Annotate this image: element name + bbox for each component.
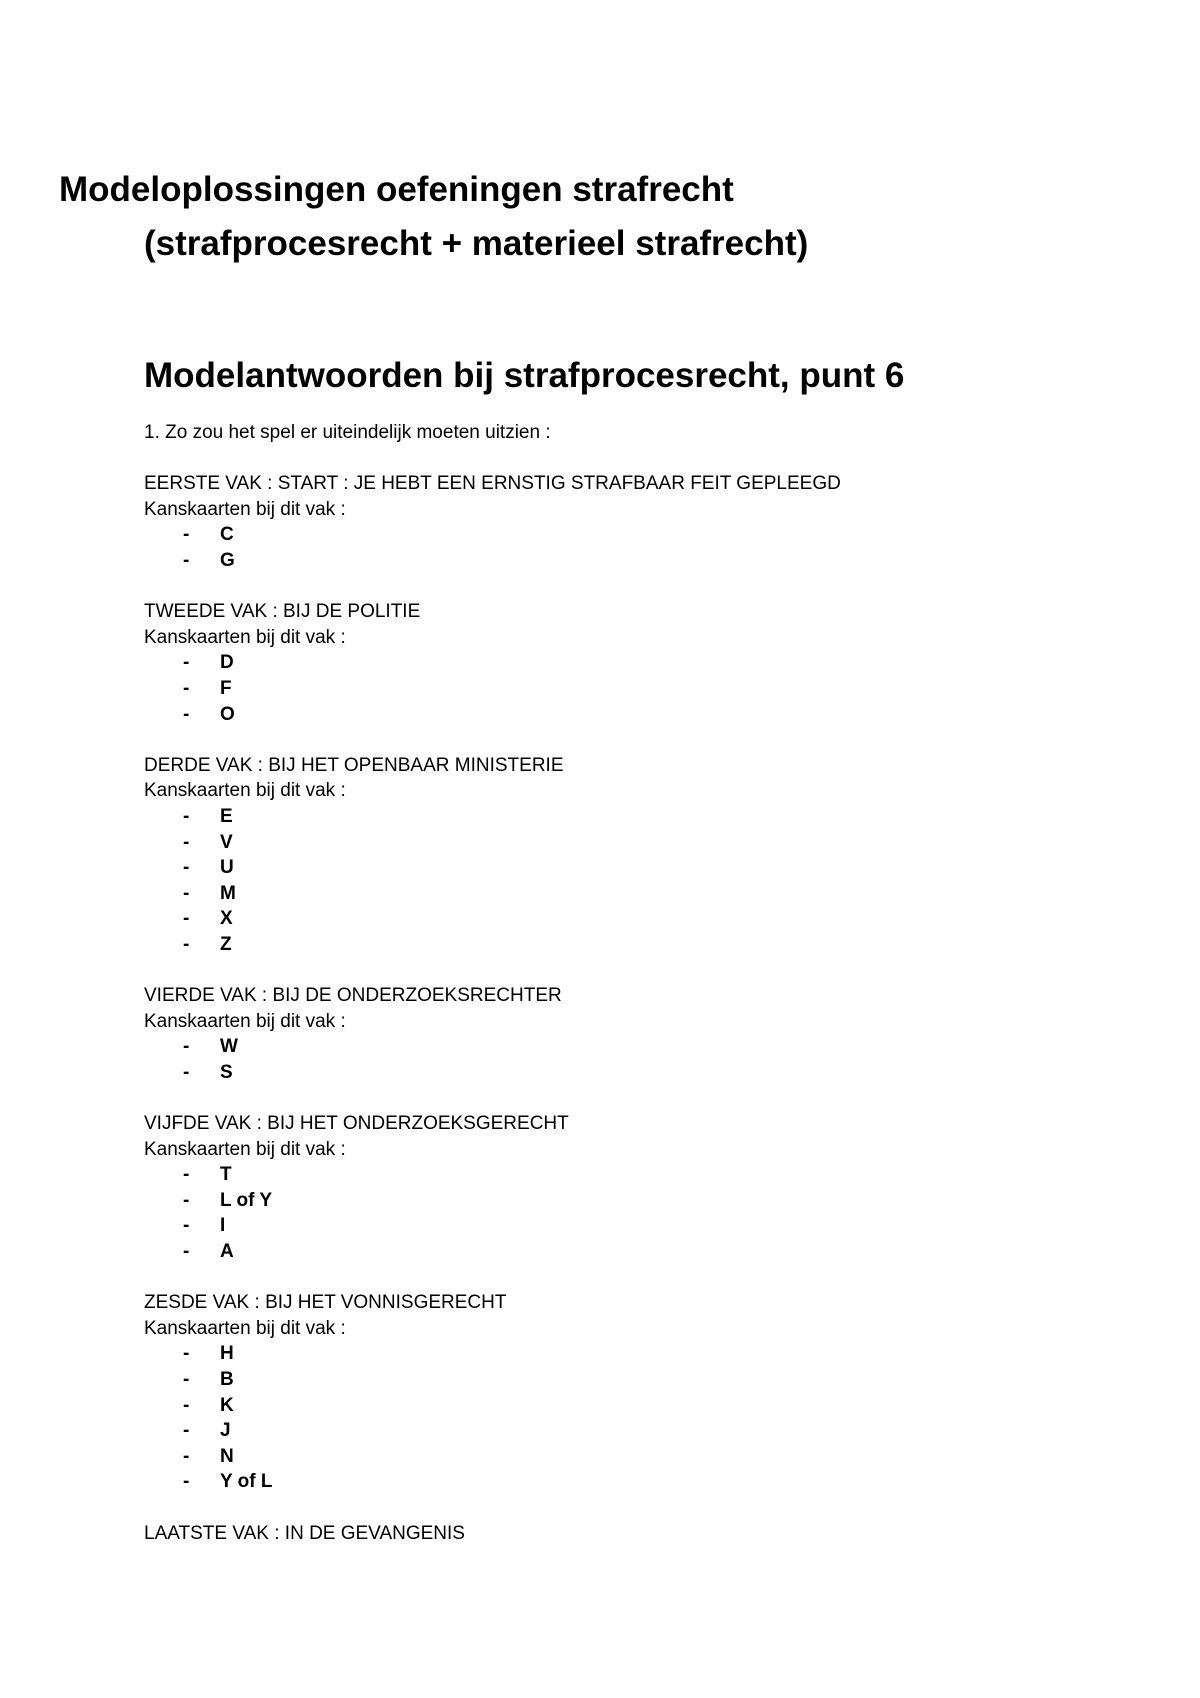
- list-dash: -: [183, 1471, 190, 1493]
- card-list: [144, 522, 1144, 573]
- card-item: [144, 1418, 1144, 1444]
- vak-subtitle: Kanskaarten bij dit vak :: [144, 626, 346, 648]
- card-item: [144, 855, 1144, 881]
- card-letter: V: [220, 831, 233, 853]
- vak-title: VIJFDE VAK : BIJ HET ONDERZOEKSGERECHT: [144, 1113, 569, 1135]
- list-dash: -: [183, 677, 190, 699]
- card-letter: H: [220, 1343, 234, 1365]
- card-list: [144, 1034, 1144, 1085]
- list-dash: -: [183, 1189, 190, 1211]
- list-dash: -: [183, 908, 190, 930]
- card-item: [144, 1213, 1144, 1239]
- vak-title: DERDE VAK : BIJ HET OPENBAAR MINISTERIE: [144, 754, 564, 776]
- card-item: [144, 1188, 1144, 1214]
- card-list: [144, 1162, 1144, 1264]
- card-item: [144, 932, 1144, 958]
- list-dash: -: [183, 882, 190, 904]
- card-item: [144, 1444, 1144, 1470]
- vak-subtitle: Kanskaarten bij dit vak :: [144, 1317, 346, 1339]
- vak-title: TWEEDE VAK : BIJ DE POLITIE: [144, 601, 421, 623]
- card-letter: B: [220, 1368, 234, 1390]
- vak-subtitle: Kanskaarten bij dit vak :: [144, 780, 346, 802]
- vak-section: [144, 1111, 1144, 1265]
- vakken-list: [144, 471, 1144, 1495]
- card-item: [144, 650, 1144, 676]
- card-letter: X: [220, 908, 233, 930]
- vak-subtitle: Kanskaarten bij dit vak :: [144, 498, 346, 520]
- card-list: [144, 650, 1144, 727]
- vak-subtitle: Kanskaarten bij dit vak :: [144, 1138, 346, 1160]
- card-letter: J: [220, 1420, 231, 1442]
- card-item: [144, 1162, 1144, 1188]
- list-dash: -: [183, 549, 190, 571]
- card-letter: C: [220, 524, 234, 546]
- intro-paragraph: 1. Zo zou het spel er uiteindelijk moeten uitzien :: [144, 422, 551, 443]
- card-item: [144, 702, 1144, 728]
- vak-section: [144, 471, 1144, 573]
- vak-title: EERSTE VAK : START : JE HEBT EEN ERNSTIG STRAFBAAR FEIT GEPLEEGD: [144, 473, 841, 495]
- list-dash: -: [183, 703, 190, 725]
- card-letter: Y of L: [220, 1471, 273, 1493]
- card-list: [144, 1341, 1144, 1495]
- list-dash: -: [183, 524, 190, 546]
- vak-section: [144, 1290, 1144, 1495]
- card-item: [144, 804, 1144, 830]
- card-letter: W: [220, 1036, 238, 1058]
- card-letter: T: [220, 1164, 232, 1186]
- card-letter: D: [220, 652, 234, 674]
- list-dash: -: [183, 1420, 190, 1442]
- card-letter: U: [220, 857, 234, 879]
- card-letter: A: [220, 1241, 234, 1262]
- list-dash: -: [183, 933, 190, 955]
- list-dash: -: [183, 1445, 190, 1467]
- vak-subtitle: Kanskaarten bij dit vak :: [144, 1010, 346, 1032]
- list-dash: -: [183, 652, 190, 674]
- card-item: [144, 1393, 1144, 1419]
- card-item: [144, 1239, 1144, 1265]
- final-vak-title: LAATSTE VAK : IN DE GEVANGENIS: [144, 1522, 465, 1544]
- card-item: [144, 1034, 1144, 1060]
- card-item: [144, 522, 1144, 548]
- card-letter: I: [220, 1215, 226, 1237]
- list-dash: -: [183, 831, 190, 853]
- section-heading: Modelantwoorden bij strafprocesrecht, punt 6: [144, 356, 905, 395]
- card-letter: N: [220, 1445, 234, 1467]
- vak-section: [144, 983, 1144, 1085]
- list-dash: -: [183, 1061, 190, 1083]
- vak-title: ZESDE VAK : BIJ HET VONNISGERECHT: [144, 1292, 507, 1314]
- card-item: [144, 548, 1144, 574]
- list-dash: -: [183, 1368, 190, 1390]
- card-letter: S: [220, 1061, 233, 1083]
- list-dash: -: [183, 1215, 190, 1237]
- card-letter: F: [220, 677, 232, 699]
- card-item: [144, 1469, 1144, 1495]
- list-dash: -: [183, 805, 190, 827]
- card-item: [144, 1060, 1144, 1086]
- list-dash: -: [183, 857, 190, 879]
- card-item: [144, 676, 1144, 702]
- card-letter: K: [220, 1394, 234, 1416]
- card-letter: L of Y: [220, 1189, 273, 1211]
- card-letter: O: [220, 703, 235, 725]
- card-item: [144, 1367, 1144, 1393]
- card-item: [144, 906, 1144, 932]
- card-letter: M: [220, 882, 236, 904]
- card-item: [144, 830, 1144, 856]
- card-letter: E: [220, 805, 233, 827]
- card-item: [144, 881, 1144, 907]
- list-dash: -: [183, 1241, 190, 1262]
- card-letter: Z: [220, 933, 232, 955]
- list-dash: -: [183, 1394, 190, 1416]
- list-dash: -: [183, 1343, 190, 1365]
- vak-section: [144, 753, 1144, 958]
- card-item: [144, 1341, 1144, 1367]
- vak-title: VIERDE VAK : BIJ DE ONDERZOEKSRECHTER: [144, 985, 562, 1007]
- card-list: [144, 804, 1144, 958]
- list-dash: -: [183, 1036, 190, 1058]
- vak-section: [144, 599, 1144, 727]
- card-letter: G: [220, 549, 235, 571]
- document-subtitle: (strafprocesrecht + materieel strafrecht): [144, 224, 809, 263]
- document-body: [144, 420, 1144, 1546]
- list-dash: -: [183, 1164, 190, 1186]
- document-title: Modeloplossingen oefeningen strafrecht: [59, 170, 734, 209]
